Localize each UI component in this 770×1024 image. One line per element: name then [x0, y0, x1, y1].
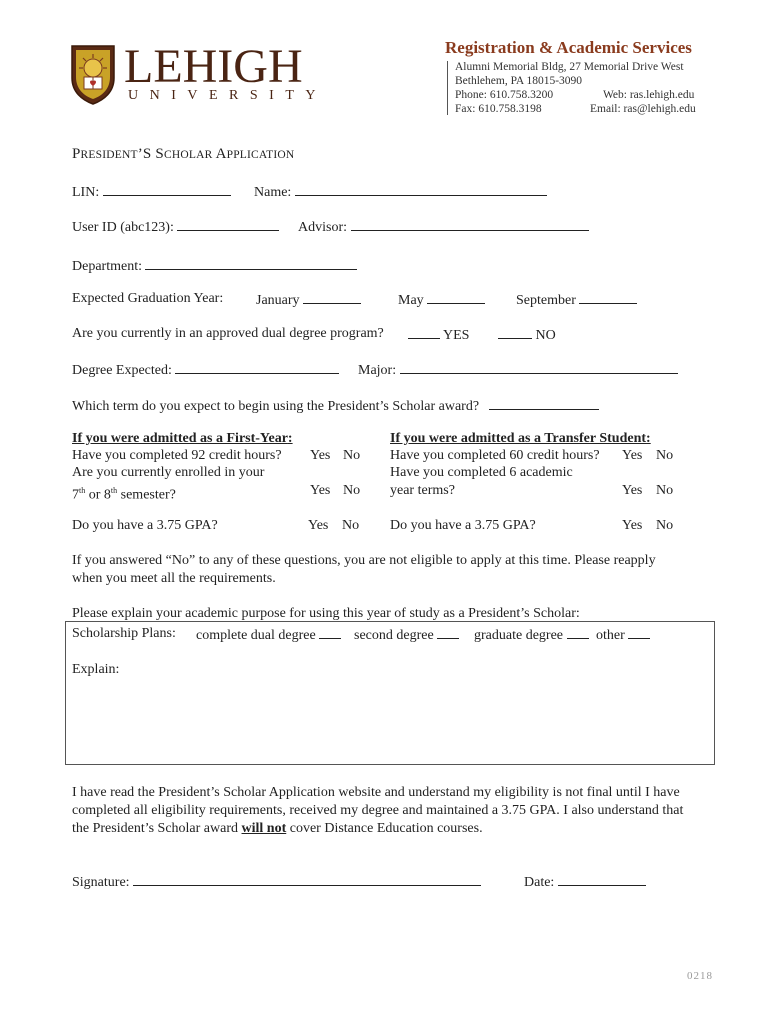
web-address: Web: ras.lehigh.edu	[603, 89, 695, 101]
grad-year-label: Expected Graduation Year:	[72, 291, 224, 306]
fy-q1-yes[interactable]: Yes	[310, 448, 331, 463]
tr-credit-hours-question: Have you completed 60 credit hours?	[390, 448, 600, 463]
advisor-field[interactable]: Advisor:	[298, 217, 589, 236]
tr-q2-no[interactable]: No	[656, 483, 674, 498]
name-blank[interactable]	[295, 182, 547, 196]
advisor-blank[interactable]	[351, 217, 589, 231]
agreement-line2: completed all eligibility requirements, received my degree and maintained a 3.75 GPA. I also understand that	[72, 803, 684, 818]
form-number: 0218	[687, 970, 713, 982]
fy-q3-no[interactable]: No	[342, 518, 360, 533]
tr-terms-question-line1: Have you completed 6 academic	[390, 465, 573, 480]
tr-gpa-question: Do you have a 3.75 GPA?	[390, 518, 536, 533]
tr-q1-yes[interactable]: Yes	[622, 448, 643, 463]
explain-label: Explain:	[72, 662, 120, 677]
date-blank[interactable]	[558, 872, 646, 886]
grad-may-option[interactable]: May	[398, 290, 485, 309]
plans-label: Scholarship Plans:	[72, 626, 176, 641]
degree-expected-blank[interactable]	[175, 360, 339, 374]
tr-terms-question-line2: year terms?	[390, 483, 455, 498]
purpose-prompt: Please explain your academic purpose for using this year of study as a President’s Scholar:	[72, 606, 580, 621]
dual-degree-blank[interactable]	[319, 625, 341, 639]
transfer-heading: If you were admitted as a Transfer Student:	[390, 431, 651, 446]
tr-q3-yes[interactable]: Yes	[622, 518, 643, 533]
header-divider	[447, 61, 448, 115]
term-blank[interactable]	[489, 396, 599, 410]
agreement-line1: I have read the President’s Scholar Application website and understand my eligibility is not final until I have	[72, 785, 680, 800]
dual-degree-question: Are you currently in an approved dual degree program?	[72, 326, 384, 341]
lin-field[interactable]: LIN:	[72, 182, 231, 201]
january-blank[interactable]	[303, 290, 361, 304]
lehigh-shield-logo	[70, 44, 116, 106]
plan-other-option[interactable]: other	[596, 625, 650, 644]
fy-enrolled-question-line2: 7th or 8th semester?	[72, 486, 176, 503]
degree-expected-field[interactable]: Degree Expected:	[72, 360, 339, 379]
department-field[interactable]: Department:	[72, 256, 357, 275]
yes-blank[interactable]	[408, 325, 440, 339]
graduate-degree-blank[interactable]	[567, 625, 589, 639]
address-line-1: Alumni Memorial Bldg, 27 Memorial Drive West	[455, 61, 684, 73]
grad-september-option[interactable]: September	[516, 290, 637, 309]
fy-q3-yes[interactable]: Yes	[308, 518, 329, 533]
fax-number: Fax: 610.758.3198	[455, 103, 542, 115]
tr-q1-no[interactable]: No	[656, 448, 674, 463]
fy-enrolled-question-line1: Are you currently enrolled in your	[72, 465, 265, 480]
plan-graduate-degree-option[interactable]: graduate degree	[474, 625, 589, 644]
signature-field[interactable]: Signature:	[72, 872, 481, 891]
email-address: Email: ras@lehigh.edu	[590, 103, 696, 115]
second-degree-blank[interactable]	[437, 625, 459, 639]
agreement-line3: the President’s Scholar award will not cover Distance Education courses.	[72, 821, 483, 836]
dual-degree-yes[interactable]: YES	[408, 325, 469, 344]
major-field[interactable]: Major:	[358, 360, 678, 379]
name-field[interactable]: Name:	[254, 182, 547, 201]
dual-degree-no[interactable]: NO	[498, 325, 556, 344]
eligibility-note-line2: when you meet all the requirements.	[72, 571, 276, 586]
userid-blank[interactable]	[177, 217, 279, 231]
grad-january-option[interactable]: January	[256, 290, 361, 309]
tr-q2-yes[interactable]: Yes	[622, 483, 643, 498]
plan-dual-degree-option[interactable]: complete dual degree	[196, 625, 341, 644]
eligibility-note-line1: If you answered “No” to any of these questions, you are not eligible to apply at this time. Please reapply	[72, 553, 656, 568]
fy-q2-no[interactable]: No	[343, 483, 361, 498]
no-blank[interactable]	[498, 325, 532, 339]
userid-field[interactable]: User ID (abc123):	[72, 217, 279, 236]
term-question-field[interactable]: Which term do you expect to begin using the President’s Scholar award?	[72, 396, 599, 415]
first-year-heading: If you were admitted as a First-Year:	[72, 431, 293, 446]
fy-q2-yes[interactable]: Yes	[310, 483, 331, 498]
form-title: PRESIDENT’S SCHOLAR APPLICATION	[72, 146, 295, 162]
fy-gpa-question: Do you have a 3.75 GPA?	[72, 518, 218, 533]
logo-wordmark: LEHIGH	[124, 40, 303, 93]
plan-second-degree-option[interactable]: second degree	[354, 625, 459, 644]
september-blank[interactable]	[579, 290, 637, 304]
major-blank[interactable]	[400, 360, 678, 374]
tr-q3-no[interactable]: No	[656, 518, 674, 533]
fy-q1-no[interactable]: No	[343, 448, 361, 463]
signature-blank[interactable]	[133, 872, 481, 886]
phone-number: Phone: 610.758.3200	[455, 89, 554, 101]
fy-credit-hours-question: Have you completed 92 credit hours?	[72, 448, 282, 463]
logo-subword: UNIVERSITY	[128, 88, 327, 103]
other-blank[interactable]	[628, 625, 650, 639]
office-title: Registration & Academic Services	[445, 38, 692, 57]
address-line-2: Bethlehem, PA 18015-3090	[455, 75, 583, 87]
date-field[interactable]: Date:	[524, 872, 646, 891]
lin-blank[interactable]	[103, 182, 231, 196]
department-blank[interactable]	[145, 256, 357, 270]
may-blank[interactable]	[427, 290, 485, 304]
